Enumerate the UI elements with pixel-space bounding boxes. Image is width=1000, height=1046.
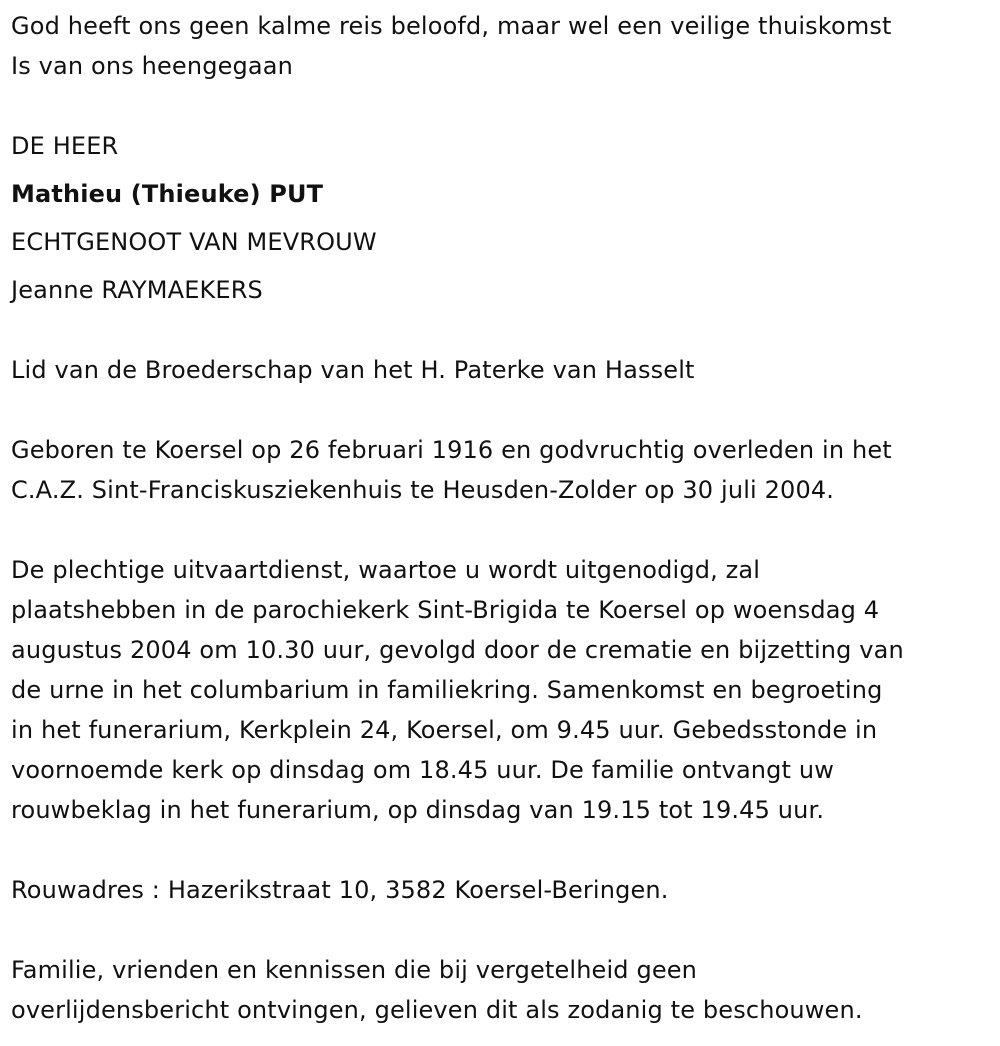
closing-paragraph (11, 950, 996, 1030)
spouse-name: Jeanne RAYMAEKERS (11, 276, 263, 304)
honorific-title: DE HEER (11, 132, 119, 160)
spacer (11, 390, 996, 430)
ceremony-line: in het funerarium, Kerkplein 24, Koersel, om 9.45 uur. Gebedsstonde in (11, 716, 878, 744)
mourning-address: Rouwadres : Hazerikstraat 10, 3582 Koersel-Beringen. (11, 876, 669, 904)
ceremony-paragraph (11, 550, 996, 830)
birth-death-line-2: C.A.Z. Sint-Franciskusziekenhuis te Heusden-Zolder op 30 juli 2004. (11, 476, 835, 504)
spacer (11, 262, 996, 270)
ceremony-line: de urne in het columbarium in familiekring. Samenkomst en begroeting (11, 676, 883, 704)
ceremony-line: augustus 2004 om 10.30 uur, gevolgd door de crematie en bijzetting van (11, 636, 904, 664)
deceased-name: Mathieu (Thieuke) PUT (11, 180, 324, 208)
ceremony-line: plaatshebben in de parochiekerk Sint-Brigida te Koersel op woensdag 4 (11, 596, 880, 624)
spacer (11, 310, 996, 350)
spouse-label: ECHTGENOOT VAN MEVROUW (11, 228, 377, 256)
spacer (11, 166, 996, 174)
ceremony-line: rouwbeklag in het funerarium, op dinsdag van 19.15 tot 19.45 uur. (11, 796, 825, 824)
obituary-notice (11, 6, 996, 1030)
closing-line: overlijdensbericht ontvingen, gelieven dit als zodanig te beschouwen. (11, 996, 863, 1024)
membership-text: Lid van de Broederschap van het H. Paterke van Hasselt (11, 356, 695, 384)
spacer (11, 510, 996, 550)
birth-death-line-1: Geboren te Koersel op 26 februari 1916 en godvruchtig overleden in het (11, 436, 892, 464)
spacer (11, 830, 996, 870)
opening-quote: God heeft ons geen kalme reis beloofd, maar wel een veilige thuiskomst (11, 12, 892, 40)
ceremony-line: voornoemde kerk op dinsdag om 18.45 uur. De familie ontvangt uw (11, 756, 835, 784)
ceremony-line: De plechtige uitvaartdienst, waartoe u wordt uitgenodigd, zal (11, 556, 761, 584)
spacer (11, 214, 996, 222)
closing-line: Familie, vrienden en kennissen die bij vergetelheid geen (11, 956, 698, 984)
spacer (11, 910, 996, 950)
spacer (11, 86, 996, 126)
announcement-text: Is van ons heengegaan (11, 52, 293, 80)
